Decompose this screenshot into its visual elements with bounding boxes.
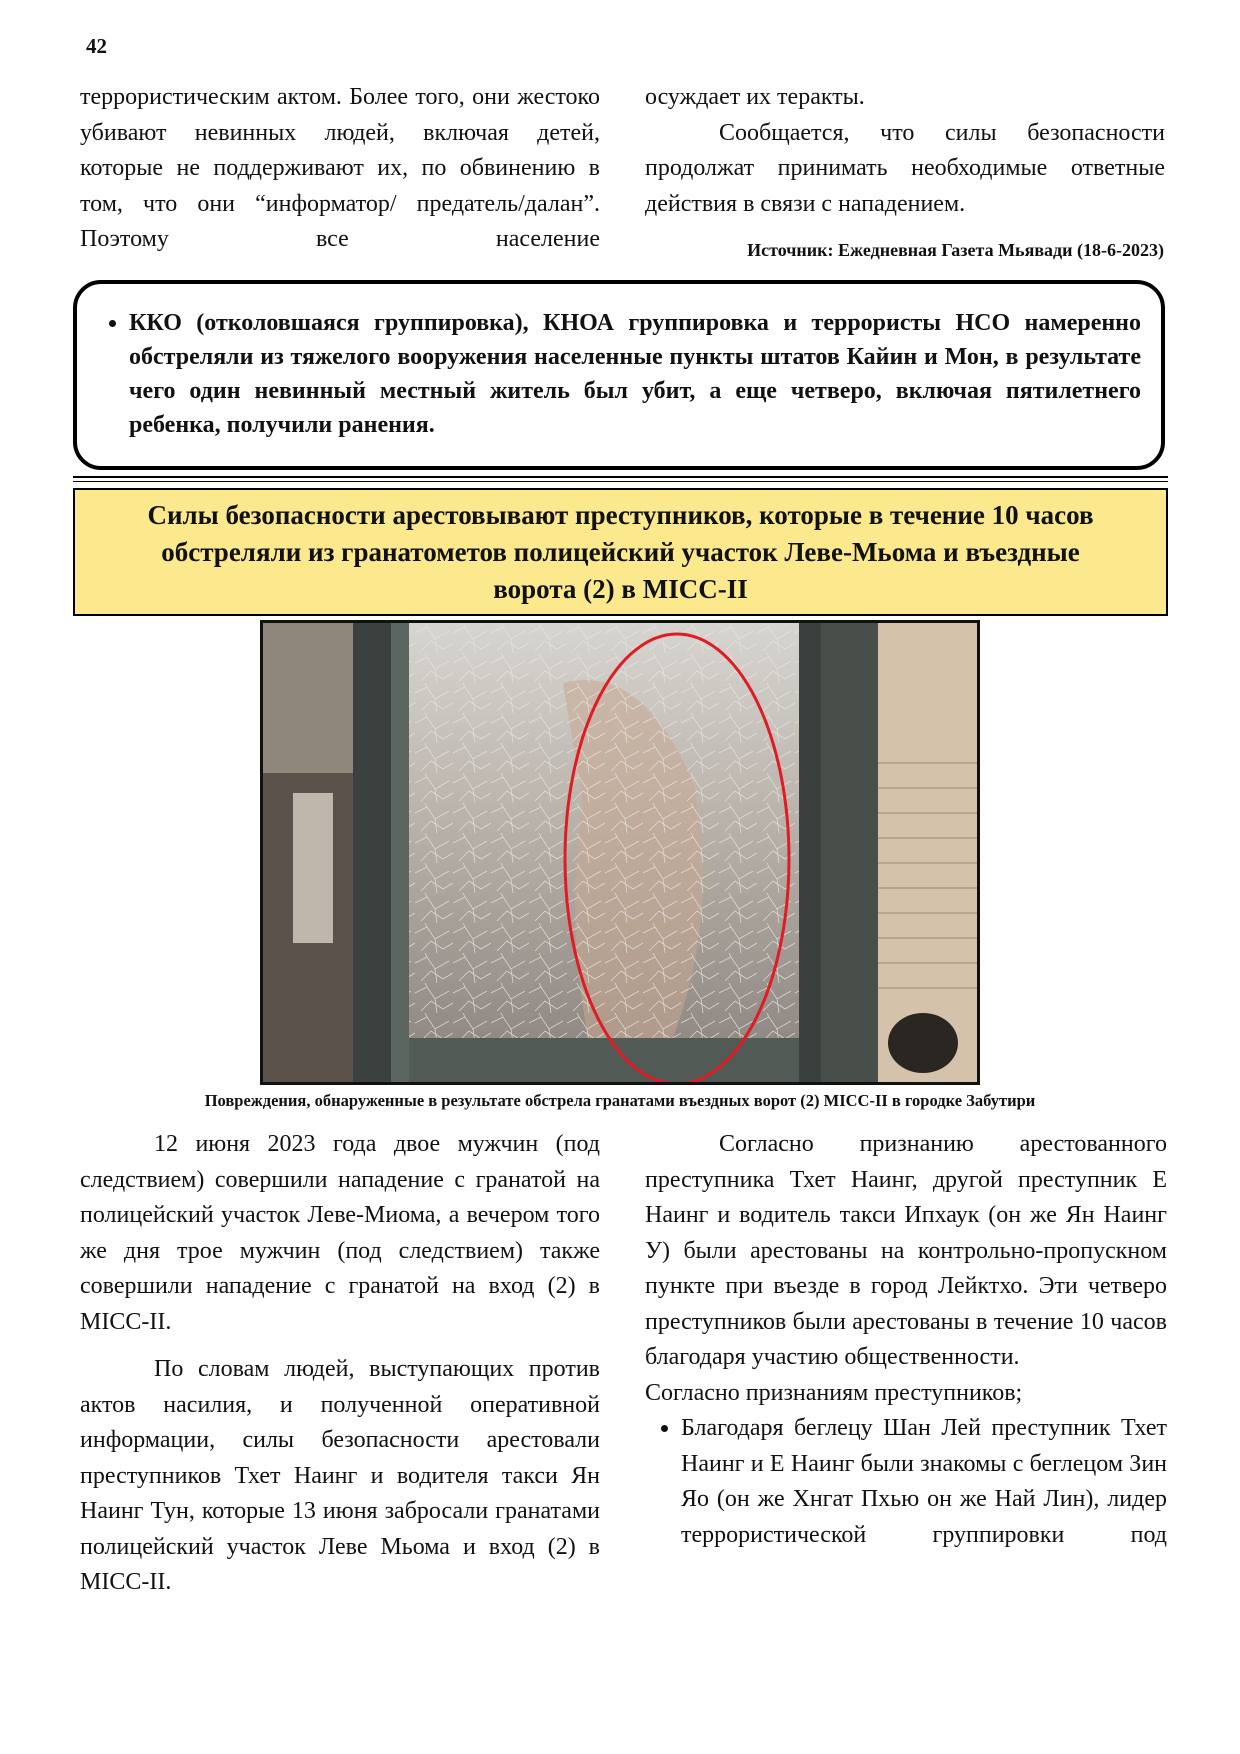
bottom-right-paragraph-2: Согласно признаниям преступников; [645,1379,1023,1406]
source-citation: Источник: Ежедневная Газета Мьявади (18-6-2023) [747,240,1164,260]
damage-photo [260,620,980,1085]
bottom-right-column [645,1127,1167,1553]
top-right-line: осуждает их теракты. [645,84,865,110]
highlight-box [73,280,1165,470]
article-headline: Силы безопасности арестовывают преступников, которые в течение 10 часов обстреляли из гранатометов полицейский участок Леве-Мьома и въездные ворота (2) в MICC-II [73,488,1168,616]
bottom-right-bullet: • Благодаря беглецу Шан Лей преступник Тхет Наинг и Е Наинг были знакомы с беглецом Зин Яо (он же Хнгат Пхью он же Най Лин), лидер террористической группировки под [681,1411,1167,1553]
photo-caption: Повреждения, обнаруженные в результате обстрела гранатами въездных ворот (2) MICC-II в городке Забутири [204,1091,1036,1110]
bottom-right-paragraph-1: Согласно признанию арестованного преступника Тхет Наинг, другой преступник Е Наинг и водитель такси Ипхаук (он же Ян Наинг У) были арестованы на контрольно-пропускном пункте при въезде в город Лейктхо. Эти четверо преступников были арестованы в течение 10 часов благодаря участию общественности. [645,1131,1167,1370]
bottom-left-paragraph-1: 12 июня 2023 года двое мужчин (под следствием) совершили нападение с гранатой на полицейский участок Леве-Миома, а вечером того же дня трое мужчин (под следствием) также совершили нападение с гранатой на вход (2) в MICC-II. [80,1131,600,1335]
bottom-left-paragraph-2: По словам людей, выступающих против актов насилия, и полученной оперативной информации, силы безопасности арестовали преступников Тхет Наинг и водителя такси Ян Наинг Тун, которые 13 июня забросали гранатами полицейский участок Леве Мьома и вход (2) в MICC-II. [80,1356,600,1595]
top-right-column [645,80,1165,222]
damage-photo-image [263,623,977,1082]
highlight-bullet: • ККО (отколовшаяся группировка), КНОА группировка и террористы НСО намеренно обстреляли из тяжелого вооружения населенные пункты штатов Кайин и Мон, в результате чего один невинный местный житель был убит, а еще четверо, включая пятилетнего ребенка, получили ранения. [129,306,1141,442]
page-number: 42 [86,34,107,58]
bottom-left-column [80,1127,600,1601]
top-right-paragraph: Сообщается, что силы безопасности продолжат принимать необходимые ответные действия в связи с нападением. [645,119,1165,217]
divider-rule-thin [73,481,1168,482]
top-left-paragraph: террористическим актом. Более того, они жестоко убивают невинных людей, включая детей, которые не поддерживают их, по обвинению в том, что они “информатор/ предатель/далан”. Поэтому все население [80,84,600,252]
divider-rule-thick [73,476,1168,478]
top-left-column [80,80,600,258]
